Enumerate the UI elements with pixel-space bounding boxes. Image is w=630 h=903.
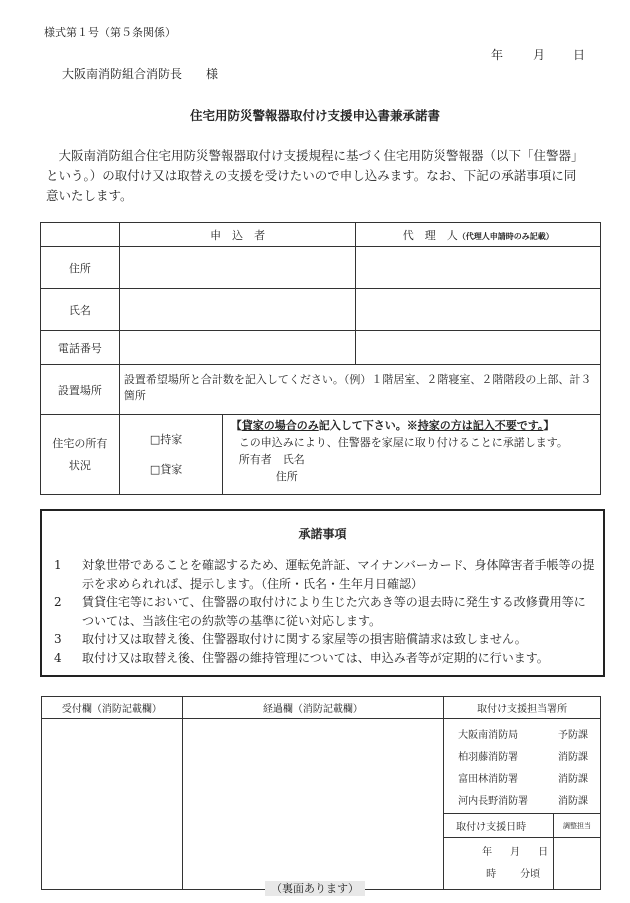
rental-note-a: 【 [230,419,242,432]
owner-consent-text: この申込みにより、住警器を家屋に取り付けることに承諾します。 [238,436,568,449]
location-label: 設置場所 [41,365,120,415]
document-title: 住宅用防災警報器取付け支援申込書兼承諾書 [189,108,440,123]
consent-item [42,649,595,668]
reverse-side-text: （裏面あります） [265,881,365,896]
support-office-header: 取付け支援担当署所 [444,697,601,719]
consent-item-text: 取付け又は取替え後、住警器の維持管理については、申込み者等が定期的に行います。 [82,650,549,665]
agent-header-note: （代理人申請時のみ記載） [457,230,554,241]
rental-note-e: 持家の方は記入不要です。 [417,419,544,432]
support-year-label: 年 [482,847,493,858]
address-label: 住所 [41,247,120,289]
owned-checkbox[interactable]: □持家 [149,432,183,446]
office-dept: 消防課 [558,774,588,785]
form-number: 様式第１号（第５条関係） [44,26,176,39]
intro-paragraph: 大阪南消防組合住宅用防災警報器取付け支援規程に基づく住宅用防災警報器（以下「住警器」という。）の取付け又は取替えの支援を受けたいので申し込みます。なお、下記の承諾事項に同意いたします。 [46,148,584,203]
rental-note [231,418,600,434]
office-row[interactable] [444,791,600,813]
agent-header-label: 代 理 人 [402,228,458,242]
owner-address-label[interactable]: 住所 [275,470,298,483]
office-dept: 消防課 [558,796,588,807]
support-day-label: 日 [538,847,549,858]
applicant-phone-field[interactable] [119,331,356,365]
date-day-label: 日 [573,48,586,62]
corner-cell [41,223,120,247]
date-year-label: 年 [491,48,504,62]
office-name: 富田林消防署 [458,774,519,785]
rental-note-c: 記入して下さい [318,419,396,432]
addressee: 大阪南消防組合消防長 様 [62,67,219,81]
reception-field[interactable] [42,719,183,890]
agent-header [356,223,601,247]
consent-item-text: 賃貸住宅等において、住警器の取付けにより生じた穴あき等の退去時に発生する改修費用等については、当該住宅の約款等の基準に従い対応します。 [82,595,586,628]
name-label: 氏名 [41,289,120,331]
rented-checkbox[interactable]: □貸家 [149,462,183,476]
office-name: 柏羽藤消防署 [458,752,519,763]
office-row[interactable] [444,725,600,747]
application-table [40,222,601,495]
office-dept: 予防課 [558,730,588,741]
rental-note-d: 。※ [395,419,418,432]
coordinator-label: 調整担当 [554,814,601,838]
agent-phone-field[interactable] [356,331,601,365]
owner-consent-cell [222,415,600,495]
consent-box [40,509,605,677]
office-name: 河内長野消防署 [458,796,529,807]
rental-note-f: 】 [543,419,555,432]
ownership-label [41,415,120,495]
support-date-line [444,842,553,864]
progress-field[interactable] [182,719,443,890]
reverse-side-note [0,880,630,896]
consent-item-text: 対象世帯であることを確認するため、運転免許証、マイナンバーカード、身体障害者手帳等の提示を求められれば、提示します。（住所・氏名・生年月日確認） [82,558,595,591]
location-field[interactable] [119,365,600,415]
applicant-address-field[interactable] [119,247,356,289]
consent-item-number: 2 [54,595,62,609]
agent-name-field[interactable] [356,289,601,331]
date-month-label: 月 [533,48,546,62]
consent-item [42,593,595,630]
agent-address-field[interactable] [356,247,601,289]
office-name: 大阪南消防局 [458,730,519,741]
support-month-label: 月 [510,847,521,858]
progress-header: 経過欄（消防記載欄） [182,697,443,719]
office-dept: 消防課 [558,752,588,763]
consent-item-number: 3 [54,632,62,646]
consent-item-number: 1 [54,558,62,572]
consent-item-number: 4 [54,650,62,665]
office-row[interactable] [444,769,600,791]
phone-label: 電話番号 [41,331,120,365]
rental-note-b: 貸家の場合のみ [241,419,319,432]
office-list [444,719,601,814]
consent-list [42,556,603,667]
applicant-name-field[interactable] [119,289,356,331]
ownership-label-line1: 住宅の所有 [52,436,108,450]
consent-item-text: 取付け又は取替え後、住警器取付けに関する家屋等の損害賠償請求は致しません。 [82,632,527,646]
office-row[interactable] [444,747,600,769]
consent-title: 承諾事項 [298,527,347,541]
ownership-options [119,415,222,495]
reception-header: 受付欄（消防記載欄） [42,697,183,719]
consent-item [42,630,595,649]
location-hint: 設置希望場所と合計数を記入してください。（例）１階居室、２階寝室、２階階段の上部、計３箇所 [123,373,592,402]
owner-name-label[interactable]: 所有者 氏名 [238,453,305,466]
ownership-label-line2: 状況 [68,458,91,472]
support-hour-label: 時 [486,869,497,880]
office-use-table [41,696,601,890]
support-datetime-label: 取付け支援日時 [444,814,554,838]
consent-item [42,556,595,593]
support-minute-label: 分頃 [520,869,541,880]
applicant-header: 申 込 者 [119,223,356,247]
